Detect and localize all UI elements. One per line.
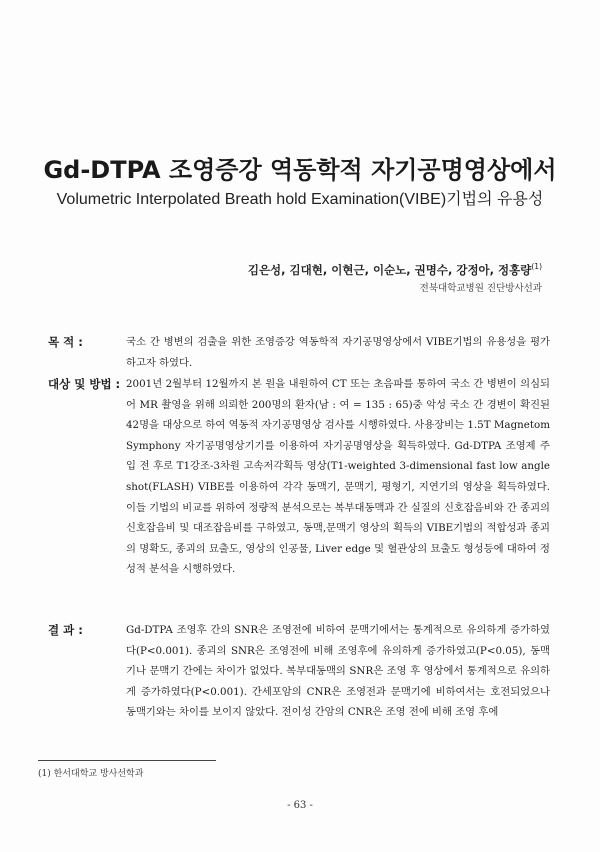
author-affiliation: 전북대학교병원 진단방사선과: [419, 283, 542, 294]
footnote: (1) 한서대학교 방사선학과: [38, 769, 144, 779]
footnote-divider: [38, 760, 216, 761]
page-number: - 63 -: [287, 800, 313, 811]
section-label: 결 과 :: [48, 623, 83, 637]
section-label: 대상 및 방법 :: [48, 377, 121, 391]
section-methods: [48, 374, 550, 580]
section-label: 목 적 :: [48, 335, 83, 349]
author-list: [248, 262, 542, 278]
author-affiliation-marker: (1): [531, 262, 542, 272]
section-body: 국소 간 병변의 검출을 위한 조영증강 역동학적 자기공명영상에서 VIBE기법의 유용성을 평가하고자 하였다.: [126, 336, 550, 369]
author-names: 김은성, 김대현, 이현근, 이순노, 권명수, 강정아, 정홍량: [247, 263, 532, 277]
section-purpose: [48, 332, 550, 373]
paper-title: Gd-DTPA 조영증강 역동학적 자기공명영상에서: [43, 156, 557, 184]
section-results: [48, 620, 550, 723]
section-body: Gd-DTPA 조영후 간의 SNR은 조영전에 비하여 문맥기에서는 통계적으로 유의하게 증가하였다(P<0.001). 종괴의 SNR은 조영전에 비해 조영후에 유의하게 증가하였고(P<0.05), 동맥기나 문맥기 간에는 차이가 없었다. 복부대동맥의 SNR은 조영 후 영상에서 통계적으로 유의하게 증가하였다(P<0.001). 간세포암의 CNR은 조영전과 문맥기에 비하여서는 호전되었으나 동맥기와는 차이를 보이지 않았다. 전이성 간암의 CNR은 조영 전에 비해 조영 후에: [126, 624, 550, 719]
paper-subtitle: Volumetric Interpolated Breath hold Examination(VIBE)기법의 유용성: [56, 191, 544, 208]
section-body: 2001년 2월부터 12월까지 본 원을 내원하여 CT 또는 초음파를 통하여 국소 간 병변이 의심되어 MR 촬영을 위해 의뢰한 200명의 환자(남 : 여 = 135 : 65)중 악성 국소 간 경변이 확진된 42명을 대상으로 하여 역동적 자기공명영상 검사를 시행하였다. 사용장비는 1.5T Magnetom Symphony 자기공명영상기기를 이용하여 자기공명영상을 획득하였다. Gd-DTPA 조영제 주입 전 후로 T1강조-3차원 고속저각획득 영상(T1-weighted 3-dimensional fast low angle shot(FLASH) VIBE를 이용하여 각각 동맥기, 문맥기, 평형기, 지연기의 영상을 획득하였다. 이들 기법의 비교를 위하여 정량적 분석으로는 복부대동맥과 간 실질의 신호잡음비와 간 종괴의 신호잡음비 및 대조잡음비를 구하였고, 동맥,문맥기 영상의 획득의 VIBE기법의 적합성과 종괴의 명확도, 종괴의 묘출도, 영상의 인공물, Liver edge 및 혈관상의 묘출도 형성등에 대하여 정성적 분석을 시행하였다.: [126, 378, 550, 576]
